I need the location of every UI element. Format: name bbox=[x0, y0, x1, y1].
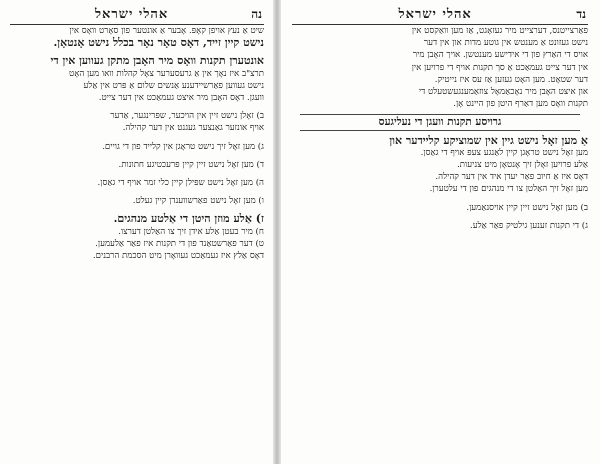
right-page-number: נד bbox=[576, 7, 586, 21]
paragraph: ב) מען זאָל נישט זיין קיין אויסנאַמען. bbox=[466, 202, 588, 213]
right-running-title: אהלי ישראל bbox=[398, 7, 472, 22]
paragraph: מען זאָל זיך האַלטן צו די מנהגים פון די עלטערן. bbox=[429, 184, 588, 195]
left-page-number: נה bbox=[251, 7, 262, 21]
paragraph: אַלע פרויען זאָלן זיך אָנטאָן מיט צניעות. bbox=[457, 160, 588, 171]
left-running-title: אהלי ישראל bbox=[94, 7, 169, 22]
paragraph: ו) מען זאָל נישט פאַרשווענדן קיין געלט. bbox=[132, 196, 264, 207]
paragraph: נישט געזונט אַ מענטש אין גוטע מדות און אין דער bbox=[423, 38, 588, 49]
paragraph: אונטערן תקנות וואָס מיר האָבן מתקן געווען אין די bbox=[50, 54, 264, 68]
paragraph: מען זאָל נישט טראָגן קיין לאַנגע צעפּ אויף די גאַסן. bbox=[420, 147, 588, 158]
right-page-text bbox=[292, 25, 588, 232]
left-page bbox=[6, 0, 268, 464]
paragraph: ה) מען זאָל נישט שפּילן קיין כלי זמר אויף די גאַסן. bbox=[97, 178, 264, 189]
paragraph: דאָס אַלץ איז געמאַכט געוואָרן מיט הסכמת הרבנים. bbox=[92, 251, 264, 262]
paragraph: נישט געווען פאַרשיידענע אַנשים שלום אַ פּרט אין אַלע bbox=[83, 80, 264, 91]
paragraph: ח) מיר בעטן אַלע אידן זיך צו האַלטן דערצו. bbox=[118, 226, 264, 237]
paragraph: אַ מען זאָל נישט גיין אין שמוציקע קליידער און bbox=[389, 133, 588, 147]
paragraph: ג) די תקנות זענען גילטיק פאַר אַלע. bbox=[470, 220, 588, 231]
paragraph: וועגן. דאָס האָבן מיר איצט געמאַכט אין דער צייט. bbox=[98, 93, 264, 104]
paragraph: ג) מען זאָל זיך נישט טראָגן אין קלייד פון די גויים. bbox=[102, 141, 264, 152]
paragraph: אויס די האַרץ פון די אידישע מענטשן. אויך האָבן מיר bbox=[412, 50, 588, 61]
paragraph: ד) מען זאָל נישט זיין קיין פּרעכטיגע חתונות. bbox=[118, 159, 264, 170]
paragraph: אויף אונזער גאַנצער געגנט אין דער קהילה. bbox=[122, 123, 264, 134]
paragraph: ב) זאָלן נישט זיין אין הויכער, שפּרינגער, אַדער bbox=[110, 111, 264, 122]
paragraph: ט) דער פאַרשטאַנד פון די תקנות איז פאַר אַלעמען. bbox=[95, 238, 264, 249]
paragraph: פאַרצייטנס, דערצייט מיר געזאָגט, אַז מען וואַקסט אין bbox=[411, 26, 588, 36]
section-heading: גרויסע תקנות וועגן די נעליגעס bbox=[300, 114, 580, 130]
left-page-header bbox=[10, 6, 264, 25]
paragraph: אין דער צייט געמאַכט אַ סך תקנות אויף די פרויען אין bbox=[411, 62, 588, 73]
paragraph: דער שטאָט. מען האָט געזען אַז עס איז נייטיק. bbox=[434, 74, 588, 85]
left-page-text bbox=[10, 25, 264, 262]
paragraph: ז) אַלע מוזן היטן די אַלטע מנהגים. bbox=[113, 212, 264, 226]
book-gutter bbox=[273, 0, 281, 464]
paragraph: און איצט האָבן מיר נאָכאַמאָל צוזאַמענגעשטעלט די bbox=[418, 87, 588, 98]
paragraph: תקנות וואָס מען דאַרף היטן פון היינט אָן. bbox=[453, 99, 588, 110]
paragraph: תרצ"ב איז נאָך אין אַ גרעסערער צאָל קהלות וואו מען האָט bbox=[69, 68, 264, 79]
right-page-header bbox=[292, 6, 588, 25]
paragraph: שיט אַ נעץ אויפן קאָפּ. אָבער אַ אונטער פון סאָרט וואָס אין bbox=[69, 26, 264, 36]
paragraph: נישט קיין זייד, דאָס טאָר נאָר בכלל נישט אָנטאָן. bbox=[53, 36, 264, 50]
right-page bbox=[286, 0, 594, 464]
paragraph: דאָס איז אַ חיוב פאַר יעדן איד אין דער קהילה. bbox=[435, 172, 588, 183]
